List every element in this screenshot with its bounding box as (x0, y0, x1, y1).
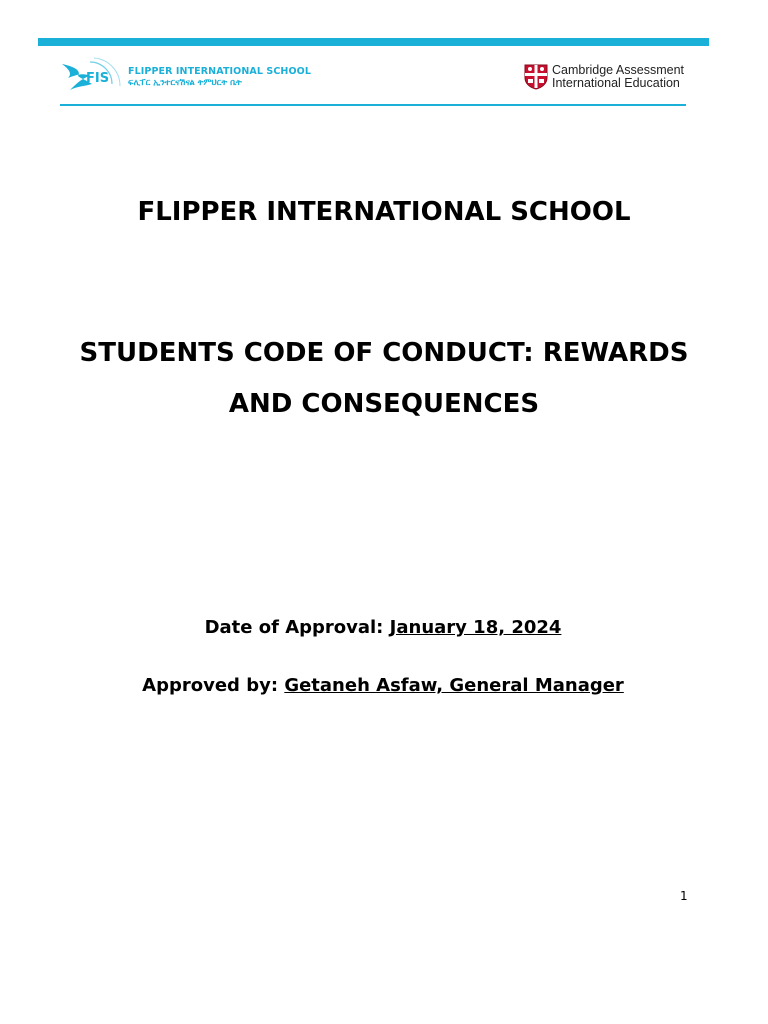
fis-logo (60, 56, 126, 96)
fis-logo-text: FIS (86, 71, 110, 86)
school-name-amharic: ፍሊፐር ኢንተርናሽናል ትምህርት ቤት (128, 78, 242, 88)
cambridge-assessment-label: Cambridge Assessment (552, 63, 685, 77)
page-number: 1 (680, 889, 688, 903)
approved-by-value: Getaneh Asfaw, General Manager (284, 675, 624, 696)
approved-by-label: Approved by: (142, 675, 279, 696)
document-title-line-1: STUDENTS CODE OF CONDUCT: REWARDS (79, 338, 689, 368)
approval-date-value: January 18, 2024 (389, 617, 562, 638)
header-top-bar (38, 38, 709, 46)
approved-by-line (0, 677, 767, 695)
cambridge-shield-icon (524, 64, 548, 90)
school-name-english: FLIPPER INTERNATIONAL SCHOOL (128, 66, 311, 77)
approval-date-line (0, 619, 767, 637)
school-title: FLIPPER INTERNATIONAL SCHOOL (137, 197, 631, 227)
international-education-label: International Education (552, 76, 680, 90)
header-divider (60, 104, 686, 106)
fish-logo-icon (60, 56, 126, 96)
document-title-line-2: AND CONSEQUENCES (228, 389, 540, 419)
approval-date-label: Date of Approval: (204, 617, 384, 638)
